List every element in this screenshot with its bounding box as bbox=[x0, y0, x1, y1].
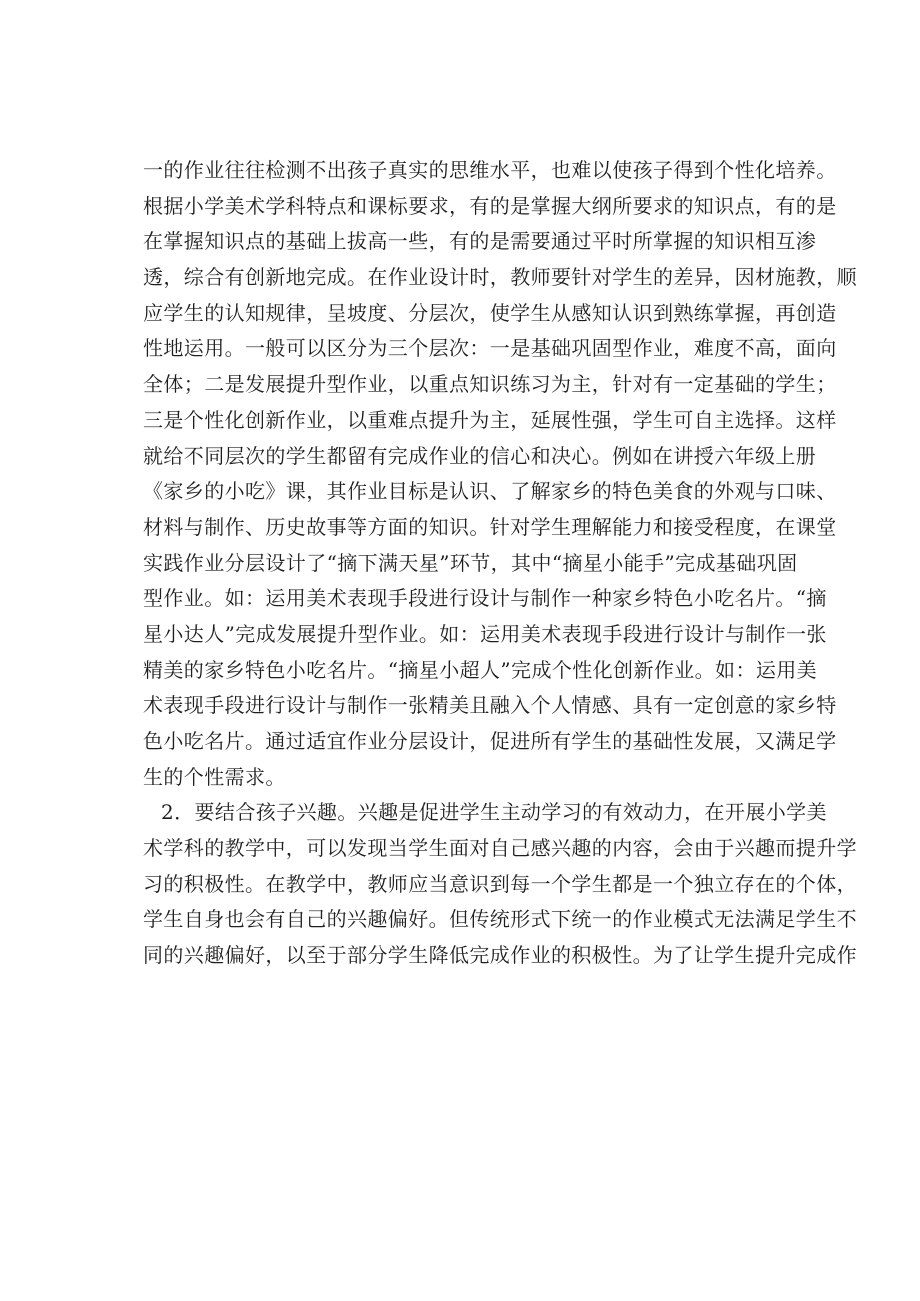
text-line: 在掌握知识点的基础上拔高一些，有的是需要通过平时所掌握的知识相互渗 bbox=[143, 229, 817, 254]
text-line: 2．要结合孩子兴趣。兴趣是促进学生主动学习的有效动力，在开展小学美 bbox=[161, 800, 827, 825]
text-line: 同的兴趣偏好，以至于部分学生降低完成作业的积极性。为了让学生提升完成作 bbox=[143, 943, 857, 968]
text-line: 学生自身也会有自己的兴趣偏好。但传统形式下统一的作业模式无法满足学生不 bbox=[143, 907, 857, 932]
text-line: 实践作业分层设计了“摘下满天星”环节，其中“摘星小能手”完成基础巩固 bbox=[143, 550, 798, 575]
text-line: 就给不同层次的学生都留有完成作业的信心和决心。例如在讲授六年级上册 bbox=[143, 443, 817, 468]
text-line: 根据小学美术学科特点和课标要求，有的是掌握大纲所要求的知识点，有的是 bbox=[143, 193, 837, 218]
text-line: 习的积极性。在教学中，教师应当意识到每一个学生都是一个独立存在的个体， bbox=[143, 871, 857, 896]
text-line: 星小达人”完成发展提升型作业。如：运用美术表现手段进行设计与制作一张 bbox=[143, 621, 827, 646]
text-line: 透，综合有创新地完成。在作业设计时，教师要针对学生的差异，因材施教，顺 bbox=[143, 265, 857, 290]
text-line: 三是个性化创新作业，以重难点提升为主，延展性强，学生可自主选择。这样 bbox=[143, 407, 837, 432]
text-line: 术学科的教学中，可以发现当学生面对自己感兴趣的内容，会由于兴趣而提升学 bbox=[143, 836, 857, 861]
text-line: 精美的家乡特色小吃名片。“摘星小超人”完成个性化创新作业。如：运用美 bbox=[143, 657, 818, 682]
body-text bbox=[143, 153, 857, 974]
text-line: 性地运用。一般可以区分为三个层次：一是基础巩固型作业，难度不高，面向 bbox=[143, 336, 837, 361]
text-line: 全体；二是发展提升型作业，以重点知识练习为主，针对有一定基础的学生； bbox=[143, 372, 837, 397]
text-line: 术表现手段进行设计与制作一张精美且融入个人情感、具有一定创意的家乡特 bbox=[143, 693, 837, 718]
text-line: 应学生的认知规律，呈坡度、分层次，使学生从感知认识到熟练掌握，再创造 bbox=[143, 300, 837, 325]
text-line: 色小吃名片。通过适宜作业分层设计，促进所有学生的基础性发展，又满足学 bbox=[143, 729, 837, 753]
text-line: 一的作业往往检测不出孩子真实的思维水平，也难以使孩子得到个性化培养。 bbox=[143, 158, 837, 182]
text-line: 型作业。如：运用美术表现手段进行设计与制作一种家乡特色小吃名片。“摘 bbox=[143, 586, 827, 611]
text-line: 生的个性需求。 bbox=[143, 764, 286, 789]
text-line: 材料与制作、历史故事等方面的知识。针对学生理解能力和接受程度，在课堂 bbox=[143, 514, 837, 539]
text-line: 《家乡的小吃》课，其作业目标是认识、了解家乡的特色美食的外观与口味、 bbox=[143, 479, 837, 504]
